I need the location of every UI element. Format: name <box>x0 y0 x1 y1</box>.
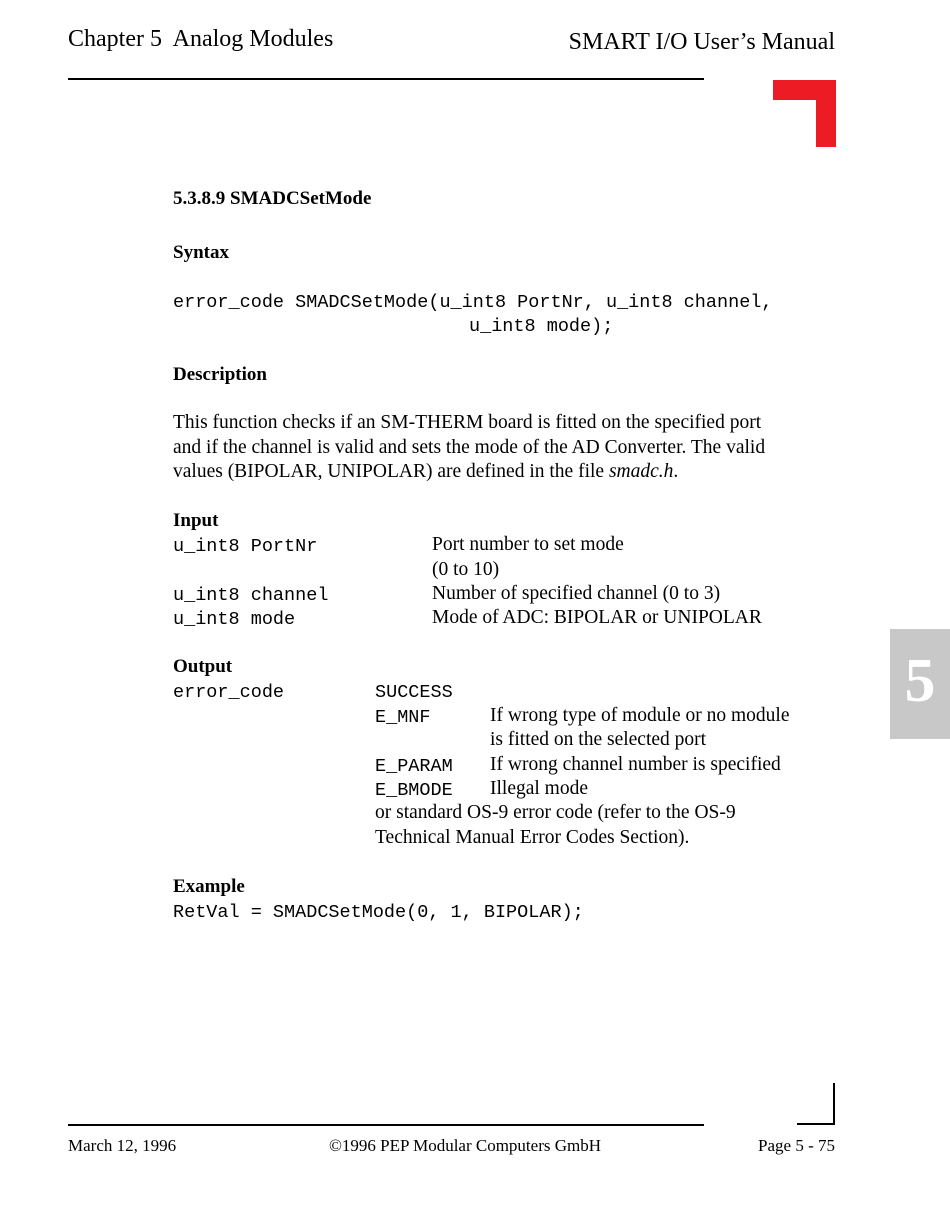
example-heading: Example <box>173 876 245 897</box>
footer-copyright: ©1996 PEP Modular Computers GmbH <box>329 1136 602 1155</box>
output-note-line-2: Technical Manual Error Codes Section). <box>375 827 690 848</box>
syntax-heading: Syntax <box>173 242 229 263</box>
output-note-line-1: or standard OS-9 error code (refer to the OS-9 <box>375 802 736 823</box>
description-line-1: This function checks if an SM-THERM board is fitted on the specified port <box>173 412 762 433</box>
input-desc-mode: Mode of ADC: BIPOLAR or UNIPOLAR <box>432 607 762 628</box>
output-desc-emnf-2: is fitted on the selected port <box>490 729 707 750</box>
header-rule <box>68 78 704 80</box>
description-heading: Description <box>173 364 267 385</box>
description-filename: smadc.h <box>608 461 674 482</box>
input-desc-portnr-range: (0 to 10) <box>432 559 500 580</box>
footer-corner-mark <box>833 1083 835 1125</box>
chapter-title: Chapter 5 Analog Modules <box>68 26 334 52</box>
output-desc-ebmode: Illegal mode <box>490 778 589 799</box>
output-code-ebmode: E_BMODE <box>375 780 453 801</box>
footer-date: March 12, 1996 <box>68 1136 177 1155</box>
section-title: 5.3.8.9 SMADCSetMode <box>173 188 372 209</box>
input-param-channel: u_int8 channel <box>173 585 329 606</box>
output-desc-eparam: If wrong channel number is specified <box>490 754 781 775</box>
footer-rule <box>68 1124 704 1126</box>
description-paragraph <box>173 411 838 485</box>
manual-title: SMART I/O User’s Manual <box>568 29 835 55</box>
chapter-tab-number: 5 <box>904 647 936 715</box>
description-line-3-text: values (BIPOLAR, UNIPOLAR) are defined in the file <box>173 461 609 482</box>
syntax-line-2: u_int8 mode); <box>469 316 614 337</box>
output-code-success: SUCCESS <box>375 682 453 703</box>
example-code: RetVal = SMADCSetMode(0, 1, BIPOLAR); <box>173 902 584 923</box>
output-desc-emnf: If wrong type of module or no module <box>490 705 790 726</box>
description-line-3 <box>173 460 838 485</box>
input-param-portnr: u_int8 PortNr <box>173 536 318 557</box>
output-code-eparam: E_PARAM <box>375 756 453 777</box>
description-line-2: and if the channel is valid and sets the mode of the AD Converter. The valid <box>173 436 766 458</box>
input-desc-channel: Number of specified channel (0 to 3) <box>432 583 721 604</box>
footer-corner-mark-horizontal <box>797 1123 835 1125</box>
input-heading: Input <box>173 510 219 531</box>
output-param: error_code <box>173 682 285 703</box>
input-desc-portnr: Port number to set mode <box>432 534 624 555</box>
output-code-emnf: E_MNF <box>375 707 431 728</box>
output-heading: Output <box>173 656 233 677</box>
syntax-line-1: error_code SMADCSetMode(u_int8 PortNr, u_int8 channel, <box>173 292 773 313</box>
input-param-mode: u_int8 mode <box>173 609 296 630</box>
red-corner-mark-vertical <box>816 80 836 147</box>
footer-page-number: Page 5 - 75 <box>758 1136 835 1155</box>
description-period: . <box>673 461 679 482</box>
